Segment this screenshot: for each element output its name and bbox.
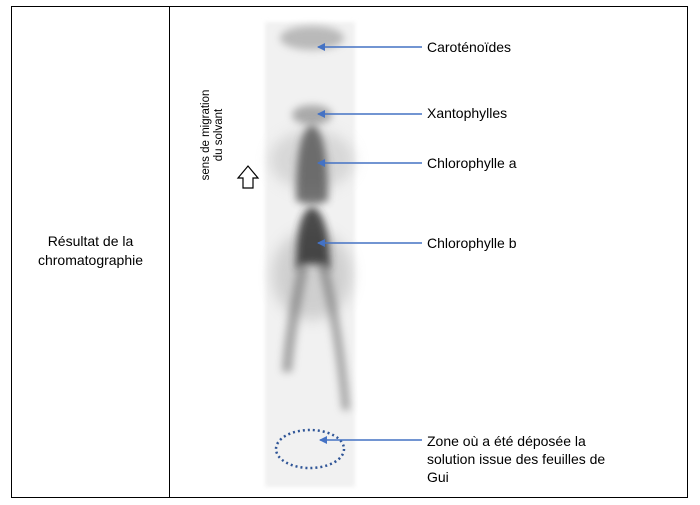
deposit-zone-line3: Gui [427,469,449,485]
row-label: Résultat de la chromatographie [37,233,144,268]
migration-label-line2: du solvant [213,108,225,162]
deposit-zone-line2: solution issue des feuilles de [427,451,606,467]
label-chlorophylle-b: Chlorophylle b [427,235,517,251]
label-deposit-zone [427,432,605,486]
band-xantophylles [292,105,332,125]
migration-arrow-icon [238,166,258,188]
label-carotenoides: Caroténoïdes [427,39,512,55]
migration-label-line1: sens de migration [200,89,212,181]
deposit-zone-line1: Zone où a été déposée la [427,433,586,449]
label-xantophylles: Xantophylles [427,105,508,121]
label-chlorophylle-a: Chlorophylle a [427,155,517,171]
